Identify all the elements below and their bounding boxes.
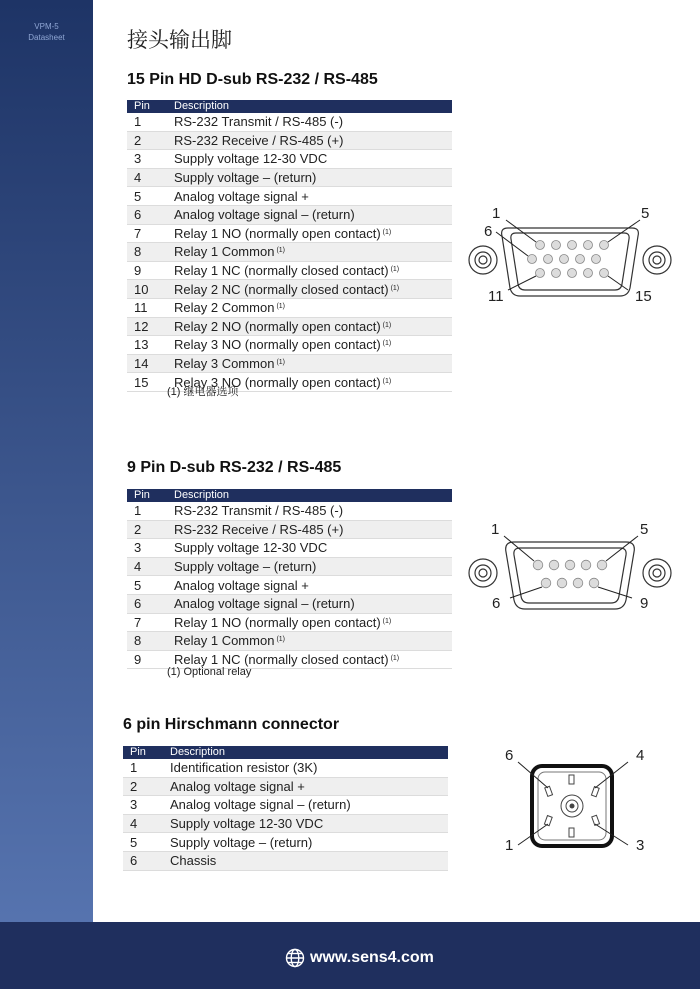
footnote-15pin: (1) 继电器选项 xyxy=(167,386,239,398)
pin-description xyxy=(167,280,452,299)
pin-description-text: Chassis xyxy=(170,853,217,869)
pin-description-text: Relay 2 Common xyxy=(174,300,275,316)
pin-description-text: Relay 3 NO (normally open contact) xyxy=(174,374,381,390)
table-row xyxy=(123,814,448,833)
pin-description-text: Relay 1 NC (normally closed contact) xyxy=(174,263,389,279)
pin-description xyxy=(167,243,452,262)
pin-description xyxy=(167,168,452,187)
footnote-marker: (1) xyxy=(390,284,400,292)
footnote-marker: (1) xyxy=(390,655,400,663)
dsub15-label-1: 1 xyxy=(492,205,501,222)
pin-description-text: Supply voltage – (return) xyxy=(174,559,317,575)
pin-description xyxy=(167,205,452,224)
pin-number: 3 xyxy=(127,150,167,169)
footnote-marker: (1) xyxy=(276,303,285,311)
pin-number: 7 xyxy=(127,613,167,632)
dsub15-label-6: 6 xyxy=(484,223,493,240)
pin-description-text: Relay 1 NO (normally open contact) xyxy=(174,225,381,241)
column-header-pin: Pin xyxy=(127,489,167,502)
pin-number: 14 xyxy=(127,354,167,373)
pin-description-text: Analog voltage signal – (return) xyxy=(174,207,355,223)
hirschmann-label-6: 6 xyxy=(505,747,514,764)
dsub9-connector-diagram xyxy=(466,518,681,618)
dsub9-label-5: 5 xyxy=(640,521,649,538)
pin-number: 1 xyxy=(123,759,163,777)
column-header-description: Description xyxy=(167,489,452,502)
pin-description xyxy=(163,814,448,833)
pin-number: 5 xyxy=(127,187,167,206)
mounting-hole-left xyxy=(469,246,497,274)
table-row xyxy=(127,168,452,187)
pin-description-text: Relay 3 NO (normally open contact) xyxy=(174,337,381,353)
connector-shell-outer xyxy=(506,542,635,609)
table-row xyxy=(127,187,452,206)
footnote-marker: (1) xyxy=(390,266,400,274)
pin-description-text: Supply voltage 12-30 VDC xyxy=(174,151,328,167)
table-row xyxy=(127,131,452,150)
doc-code: VPM-5 xyxy=(34,22,59,31)
dsub15-connector-diagram xyxy=(466,200,681,305)
column-header-description: Description xyxy=(167,100,452,113)
table-row xyxy=(127,354,452,373)
pin-description xyxy=(167,557,452,576)
pin-description-text: RS-232 Transmit / RS-485 (-) xyxy=(174,503,344,519)
pin-description-text: Relay 2 NO (normally open contact) xyxy=(174,318,381,334)
dsub15-label-15: 15 xyxy=(635,288,652,305)
dsub15-label-11: 11 xyxy=(488,288,504,305)
pin-number: 3 xyxy=(127,539,167,558)
pin-description xyxy=(167,317,452,336)
pinout-table-15pin xyxy=(127,100,452,392)
pin-description-text: Relay 1 NO (normally open contact) xyxy=(174,614,381,630)
column-header-description: Description xyxy=(163,746,448,759)
table-row xyxy=(127,520,452,539)
pin-number: 9 xyxy=(127,261,167,280)
table-row xyxy=(127,150,452,169)
dsub9-label-9: 9 xyxy=(640,595,649,612)
table-row xyxy=(127,613,452,632)
pin-number: 13 xyxy=(127,336,167,355)
pin-number: 8 xyxy=(127,243,167,262)
table-row xyxy=(127,243,452,262)
footnote-marker: (1) xyxy=(382,321,392,329)
pin-number: 5 xyxy=(123,833,163,852)
table-row xyxy=(127,224,452,243)
dsub9-label-1: 1 xyxy=(491,521,500,538)
table-row xyxy=(127,205,452,224)
table-row xyxy=(123,796,448,815)
pin-number: 7 xyxy=(127,224,167,243)
sidebar xyxy=(0,0,93,989)
pin-number: 4 xyxy=(123,814,163,833)
website-link[interactable] xyxy=(285,948,434,968)
pinout-table-hirschmann xyxy=(123,746,448,871)
table-row xyxy=(123,759,448,777)
table-row xyxy=(127,336,452,355)
pin-number: 2 xyxy=(123,777,163,796)
pin-description-text: Supply voltage 12-30 VDC xyxy=(174,540,328,556)
footnote-marker: (1) xyxy=(276,359,285,367)
pin-number: 8 xyxy=(127,632,167,651)
mounting-hole-right xyxy=(643,246,671,274)
pin-description xyxy=(167,594,452,613)
pin-description-text: Relay 1 Common xyxy=(174,244,275,260)
pin-description xyxy=(167,131,452,150)
pin-description xyxy=(167,632,452,651)
section-title-hirschmann: 6 pin Hirschmann connector xyxy=(123,716,340,733)
pin-number: 6 xyxy=(123,851,163,870)
dsub15-label-5: 5 xyxy=(641,205,650,222)
pin-description xyxy=(163,759,448,777)
pin-number: 5 xyxy=(127,576,167,595)
doc-type: Datasheet xyxy=(28,33,65,42)
table-row xyxy=(127,298,452,317)
table-row xyxy=(127,557,452,576)
pin-description-text: Analog voltage signal – (return) xyxy=(174,596,355,612)
pin-description xyxy=(167,261,452,280)
connector-shell-inner xyxy=(514,548,626,603)
pin-number: 9 xyxy=(127,650,167,669)
footnote-marker: (1) xyxy=(276,636,285,644)
pin-description-text: RS-232 Transmit / RS-485 (-) xyxy=(174,114,344,130)
footnote-marker: (1) xyxy=(382,617,392,625)
table-row xyxy=(123,777,448,796)
pin-description xyxy=(167,113,452,131)
pin-number: 11 xyxy=(127,298,167,317)
hirschmann-label-3: 3 xyxy=(636,837,645,854)
pin-description-text: Relay 3 Common xyxy=(174,356,275,372)
footnote-marker: (1) xyxy=(382,377,392,385)
pin-number: 3 xyxy=(123,796,163,815)
pin-description xyxy=(167,298,452,317)
pin-number: 4 xyxy=(127,557,167,576)
pin-array-9 xyxy=(533,560,607,588)
pin-number: 6 xyxy=(127,205,167,224)
table-row xyxy=(127,539,452,558)
hirschmann-connector-diagram xyxy=(498,742,658,857)
pin-description-text: Relay 2 NC (normally closed contact) xyxy=(174,281,389,297)
pin-array-15 xyxy=(528,241,609,278)
dsub9-label-6: 6 xyxy=(492,595,501,612)
pin-description-text: Relay 1 Common xyxy=(174,633,275,649)
footnote-marker: (1) xyxy=(382,228,392,236)
pin-description xyxy=(167,336,452,355)
table-row xyxy=(127,502,452,520)
pin-description-text: Analog voltage signal – (return) xyxy=(170,797,351,813)
website-url: www.sens4.com xyxy=(310,949,434,966)
table-row xyxy=(127,280,452,299)
pin-number: 2 xyxy=(127,520,167,539)
pin-description xyxy=(167,354,452,373)
table-row xyxy=(127,594,452,613)
section-title-15pin: 15 Pin HD D-sub RS-232 / RS-485 xyxy=(127,71,378,88)
column-header-pin: Pin xyxy=(123,746,163,759)
pin-number: 6 xyxy=(127,594,167,613)
table-row xyxy=(127,317,452,336)
pin-description xyxy=(163,851,448,870)
column-header-pin: Pin xyxy=(127,100,167,113)
connector-shell-outer xyxy=(502,228,639,296)
pin-description xyxy=(167,613,452,632)
pin-description-text: Supply voltage – (return) xyxy=(170,834,313,850)
pin-description xyxy=(167,150,452,169)
pin-description-text: RS-232 Receive / RS-485 (+) xyxy=(174,132,344,148)
pin-description-text: RS-232 Receive / RS-485 (+) xyxy=(174,521,344,537)
pin-description xyxy=(163,796,448,815)
pin-description xyxy=(167,187,452,206)
pin-description-text: Analog voltage signal + xyxy=(170,778,305,794)
pin-number: 1 xyxy=(127,502,167,520)
pin-description xyxy=(167,520,452,539)
pin-number: 15 xyxy=(127,373,167,392)
table-row xyxy=(123,833,448,852)
hirschmann-label-1: 1 xyxy=(505,837,514,854)
pin-description xyxy=(163,777,448,796)
pin-description-text: Supply voltage 12-30 VDC xyxy=(170,816,324,832)
footnote-marker: (1) xyxy=(382,340,392,348)
pin-description-text: Analog voltage signal + xyxy=(174,577,309,593)
pin-description-text: Relay 1 NC (normally closed contact) xyxy=(174,652,389,668)
pin-description xyxy=(167,502,452,520)
table-row xyxy=(127,632,452,651)
globe-icon xyxy=(285,948,305,968)
pin-number: 4 xyxy=(127,168,167,187)
page-title: 接头输出脚 xyxy=(127,28,232,52)
pin-description xyxy=(167,539,452,558)
footnote-9pin: (1) Optional relay xyxy=(167,666,252,678)
pin-number: 2 xyxy=(127,131,167,150)
footnote-marker: (1) xyxy=(276,247,285,255)
pin-number: 12 xyxy=(127,317,167,336)
table-row xyxy=(127,261,452,280)
pin-description-text: Identification resistor (3K) xyxy=(170,760,318,776)
pin-description-text: Analog voltage signal + xyxy=(174,188,309,204)
table-row xyxy=(127,576,452,595)
pin-description xyxy=(163,833,448,852)
table-row xyxy=(123,851,448,870)
pin-description xyxy=(167,224,452,243)
pin-description-text: Supply voltage – (return) xyxy=(174,170,317,186)
footer xyxy=(0,922,700,989)
section-title-9pin: 9 Pin D-sub RS-232 / RS-485 xyxy=(127,459,342,476)
hirschmann-label-4: 4 xyxy=(636,747,645,764)
pin-number: 10 xyxy=(127,280,167,299)
table-row xyxy=(127,113,452,131)
pin-number: 1 xyxy=(127,113,167,131)
pinout-table-9pin xyxy=(127,489,452,669)
pin-description xyxy=(167,576,452,595)
